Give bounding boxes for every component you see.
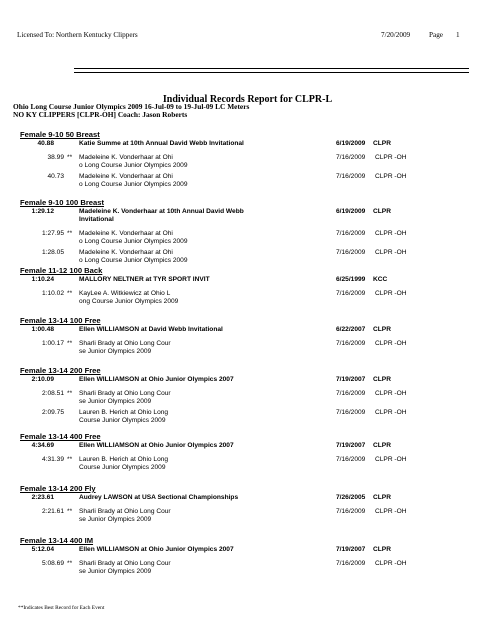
footnote: **Indicates Best Record for Each Event xyxy=(18,605,105,611)
swim-team: CLPR -OH xyxy=(375,390,407,397)
meet-info: Ohio Long Course Junior Olympics 2009 16-Jul-09 to 19-Jul-09 LC Meters xyxy=(13,102,250,111)
swim-date: 7/16/2009 xyxy=(336,173,366,180)
swim-date: 7/16/2009 xyxy=(336,508,366,515)
swim-time: 2:21.61 xyxy=(42,508,64,515)
record-team: CLPR xyxy=(373,208,391,215)
swim-description-line2: se Junior Olympics 2009 xyxy=(79,568,152,575)
record-description: Ellen WILLIAMSON at David Webb Invitational xyxy=(79,326,223,333)
record-team: CLPR xyxy=(373,494,391,501)
swim-team: CLPR -OH xyxy=(375,290,407,297)
record-team: CLPR xyxy=(373,376,391,383)
event-name: Female 13-14 400 IM xyxy=(20,536,94,545)
top-divider-2 xyxy=(74,72,469,73)
swim-date: 7/16/2009 xyxy=(336,390,366,397)
swim-description-line2: se Junior Olympics 2009 xyxy=(79,348,152,355)
record-time: 2:23.61 xyxy=(31,494,54,501)
swim-time: 40.73 xyxy=(47,173,64,180)
swim-description: Sharli Brady at Ohio Long Cour xyxy=(79,390,171,397)
swim-team: CLPR -OH xyxy=(375,340,407,347)
record-time: 1:29.12 xyxy=(31,208,54,215)
swim-description: Madeleine K. Vonderhaar at Ohi xyxy=(79,173,173,180)
record-time: 1:10.24 xyxy=(31,276,54,283)
swim-time: 1:00.17 xyxy=(42,340,64,347)
swim-description: Sharli Brady at Ohio Long Cour xyxy=(79,340,171,347)
swim-team: CLPR -OH xyxy=(375,249,407,256)
record-description: MALLORY NELTNER at TYR SPORT INVIT xyxy=(79,276,210,283)
event-name: Female 13-14 200 Free xyxy=(20,366,101,375)
swim-time: 2:09.75 xyxy=(42,409,64,416)
event-name: Female 9-10 100 Breast xyxy=(20,198,105,207)
team-info: NO KY CLIPPERS [CLPR-OH] Coach: Jason Roberts xyxy=(13,110,188,119)
report-date: 7/20/2009 xyxy=(381,31,411,39)
swim-description-line2: Course Junior Olympics 2009 xyxy=(79,417,166,424)
swim-time: 1:27.95 xyxy=(42,230,64,237)
swim-description: Madeleine K. Vonderhaar at Ohi xyxy=(79,249,173,256)
record-description: Ellen WILLIAMSON at Ohio Junior Olympics 2007 xyxy=(79,442,234,449)
record-description: Madeleine K. Vonderhaar at 10th Annual David Webb xyxy=(79,208,244,215)
best-record-marker: ** xyxy=(67,560,73,567)
event-name: Female 13-14 400 Free xyxy=(20,432,101,441)
record-team: CLPR xyxy=(373,326,391,333)
record-description: Audrey LAWSON at USA Sectional Championships xyxy=(79,494,239,501)
swim-date: 7/16/2009 xyxy=(336,154,366,161)
swim-date: 7/16/2009 xyxy=(336,290,366,297)
report-title: Individual Records Report for CLPR-L xyxy=(162,94,333,105)
swim-description: KayLee A. Witkiewicz at Ohio L xyxy=(79,290,171,297)
swim-date: 7/16/2009 xyxy=(336,409,366,416)
record-description: Katie Summe at 10th Annual David Webb Invitational xyxy=(79,140,244,147)
event-name: Female 13-14 100 Free xyxy=(20,316,101,325)
best-record-marker: ** xyxy=(67,456,73,463)
best-record-marker: ** xyxy=(67,230,73,237)
swim-team: CLPR -OH xyxy=(375,409,407,416)
record-date: 7/19/2007 xyxy=(336,442,366,449)
swim-date: 7/16/2009 xyxy=(336,456,366,463)
best-record-marker: ** xyxy=(67,390,73,397)
record-team: CLPR xyxy=(373,546,391,553)
record-time: 4:34.69 xyxy=(31,442,54,449)
page-label: Page xyxy=(429,31,443,39)
swim-description-line2: Course Junior Olympics 2009 xyxy=(79,464,166,471)
swim-team: CLPR -OH xyxy=(375,154,407,161)
event-name: Female 11-12 100 Back xyxy=(20,266,103,275)
swim-time: 1:10.02 xyxy=(42,290,64,297)
swim-date: 7/16/2009 xyxy=(336,340,366,347)
record-time: 1:00.48 xyxy=(31,326,54,333)
swim-description-line2: o Long Course Junior Olympics 2009 xyxy=(79,181,188,188)
swim-description-line2: ong Course Junior Olympics 2009 xyxy=(79,298,179,305)
swim-team: CLPR -OH xyxy=(375,560,407,567)
record-date: 6/19/2009 xyxy=(336,208,366,215)
record-team: CLPR xyxy=(373,442,391,449)
top-divider xyxy=(74,68,469,69)
swim-description: Madeleine K. Vonderhaar at Ohi xyxy=(79,154,173,161)
swim-time: 2:08.51 xyxy=(42,390,64,397)
record-time: 40.88 xyxy=(37,140,54,147)
swim-description: Madeleine K. Vonderhaar at Ohi xyxy=(79,230,173,237)
record-time: 5:12.04 xyxy=(31,546,54,553)
swim-description-line2: se Junior Olympics 2009 xyxy=(79,516,152,523)
swim-team: CLPR -OH xyxy=(375,230,407,237)
swim-time: 5:08.69 xyxy=(42,560,64,567)
event-name: Female 13-14 200 Fly xyxy=(20,484,96,493)
swim-date: 7/16/2009 xyxy=(336,230,366,237)
record-team: KCC xyxy=(373,276,388,283)
swim-description: Lauren B. Herich at Ohio Long xyxy=(79,409,169,416)
best-record-marker: ** xyxy=(67,154,73,161)
record-date: 7/26/2005 xyxy=(336,494,366,501)
event-name: Female 9-10 50 Breast xyxy=(20,130,100,139)
swim-description-line2: o Long Course Junior Olympics 2009 xyxy=(79,238,188,245)
swim-date: 7/16/2009 xyxy=(336,560,366,567)
record-date: 7/19/2007 xyxy=(336,546,366,553)
record-date: 7/19/2007 xyxy=(336,376,366,383)
record-team: CLPR xyxy=(373,140,391,147)
record-description-line2: Invitational xyxy=(79,216,114,223)
record-description: Ellen WILLIAMSON at Ohio Junior Olympics 2007 xyxy=(79,546,234,553)
swim-description: Sharli Brady at Ohio Long Cour xyxy=(79,560,171,567)
record-date: 6/22/2007 xyxy=(336,326,366,333)
swim-description-line2: o Long Course Junior Olympics 2009 xyxy=(79,162,188,169)
page-number: 1 xyxy=(456,31,460,39)
swim-date: 7/16/2009 xyxy=(336,249,366,256)
best-record-marker: ** xyxy=(67,290,73,297)
swim-description-line2: se Junior Olympics 2009 xyxy=(79,398,152,405)
swim-time: 4:31.39 xyxy=(42,456,64,463)
swim-team: CLPR -OH xyxy=(375,508,407,515)
swim-description: Sharli Brady at Ohio Long Cour xyxy=(79,508,171,515)
swim-description-line2: o Long Course Junior Olympics 2009 xyxy=(79,257,188,264)
swim-team: CLPR -OH xyxy=(375,456,407,463)
swim-team: CLPR -OH xyxy=(375,173,407,180)
best-record-marker: ** xyxy=(67,508,73,515)
swim-time: 1:28.05 xyxy=(42,249,64,256)
record-date: 6/19/2009 xyxy=(336,140,366,147)
best-record-marker: ** xyxy=(67,340,73,347)
record-date: 6/25/1999 xyxy=(336,276,366,283)
record-description: Ellen WILLIAMSON at Ohio Junior Olympics 2007 xyxy=(79,376,234,383)
swim-time: 38.99 xyxy=(47,154,64,161)
swim-description: Lauren B. Herich at Ohio Long xyxy=(79,456,169,463)
licensed-to: Licensed To: Northern Kentucky Clippers xyxy=(17,31,138,39)
record-time: 2:10.09 xyxy=(31,376,54,383)
